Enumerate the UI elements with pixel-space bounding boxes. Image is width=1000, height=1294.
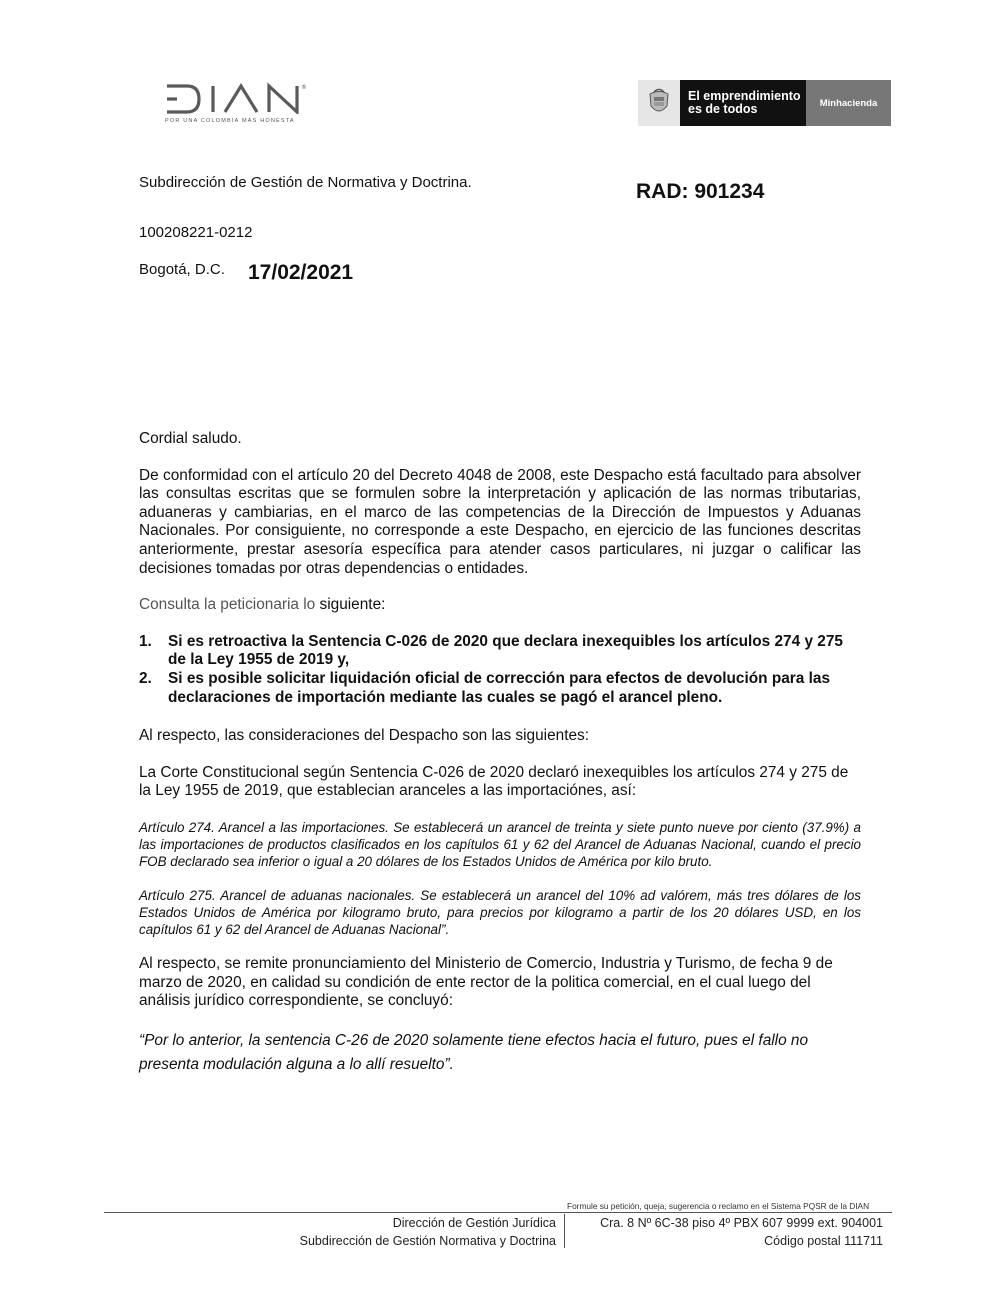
list-item-text: Si es posible solicitar liquidación oficial de corrección para efectos de devolución para las declaraciones de importación mediante las cuales se pagó el arancel pleno. [168, 669, 831, 706]
pqsr-notice: Formule su petición, queja, sugerencia o reclamo en el Sistema PQSR de la DIAN [567, 1201, 870, 1211]
rad-number: RAD: 901234 [636, 180, 765, 203]
reference-number: 100208221-0212 [139, 224, 253, 241]
footer-divider [104, 1212, 892, 1213]
article-274-quote: Artículo 274. Arancel a las importaciones. Se establecerá un arancel de treinta y siete punto nueve por ciento (37.9%) a las importaciones de productos clasificados en los capítulos 61 y 62 del Arancel de Aduanas Nacional, cuando el precio FOB declarado sea inferior o igual a 20 dólares de los Estados Unidos de América por kilo bruto. [139, 819, 861, 869]
ministry-label: Minhacienda [806, 80, 891, 126]
consulta-prefix: Consulta la peticionaria lo [139, 596, 316, 614]
document-date: 17/02/2021 [248, 261, 354, 284]
corte-paragraph: La Corte Constitucional según Sentencia C-026 de 2020 declaró inexequibles los artículos 274 y 275 de la Ley 1955 de 2019, que establecian aranceles a las importaciónes, así: [139, 763, 849, 800]
svg-text:®: ® [301, 84, 307, 91]
intro-paragraph: De conformidad con el artículo 20 del Decreto 4048 de 2008, este Despacho está facultado para absolver las consultas escritas que se formulen sobre la interpretación y aplicación de las normas tributarias, aduaneras y cambiarias, en el marco de las competencias de la Dirección de Impuestos y Aduanas Nacionales. Por consiguiente, no corresponde a este Despacho, en ejercicio de las funciones descritas anteriormente, prestar asesoría específica para atender casos particulares, ni juzgar o calificar las decisiones tomadas por otras dependencias o entidades. [139, 466, 861, 577]
consideraciones-line: Al respecto, las consideraciones del Despacho son las siguientes: [139, 727, 590, 745]
city: Bogotá, D.C. [139, 261, 225, 278]
list-item [139, 670, 861, 707]
consulta-suffix: siguiente: [315, 596, 386, 614]
footer-subdirection: Subdirección de Gestión Normativa y Doctrina [299, 1233, 556, 1248]
footer-left [250, 1215, 556, 1250]
gov-slogan [680, 80, 806, 126]
questions-list [139, 633, 861, 707]
dian-logo [163, 78, 328, 130]
footer-postal-code: Código postal 111711 [764, 1233, 883, 1248]
footer-direction: Dirección de Gestión Jurídica [392, 1216, 556, 1230]
article-275-quote: Artículo 275. Arancel de aduanas nacionales. Se establecerá un arancel del 10% ad valórem, más tres dólares de los Estados Unidos de América por kilogramo bruto, para precios por kilogramo a partir de los 20 dólares USD, en los capítulos 61 y 62 del Arancel de Aduanas Nacional”. [139, 887, 861, 937]
list-item-number: 2. [139, 669, 152, 687]
subdirection-heading: Subdirección de Gestión de Normativa y Doctrina. [139, 174, 472, 191]
list-item-number: 1. [139, 632, 152, 650]
footer-vertical-divider [564, 1214, 565, 1248]
greeting: Cordial saludo. [139, 430, 242, 447]
mincomercio-paragraph: Al respecto, se remite pronunciamiento del Ministerio de Comercio, Industria y Turismo, de fecha 9 de marzo de 2020, en calidad su condición de ente rector de la politica comercial, en el cual luego del análisis jurídico correspondiente, se concluyó: [139, 954, 833, 1010]
footer-right [580, 1215, 883, 1250]
consulta-line [139, 596, 861, 615]
list-item [139, 633, 861, 670]
conclusion-quote: “Por lo anterior, la sentencia C-26 de 2020 solamente tiene efectos hacia el futuro, pues el fallo no presenta modulación alguna a lo allí resuelto”. [139, 1031, 809, 1073]
colombia-crest-icon [638, 80, 680, 126]
gov-slogan-line2: es de todos [688, 102, 758, 116]
dian-tagline: POR UNA COLOMBIA MÁS HONESTA [165, 118, 295, 124]
gov-slogan-line1: El emprendimiento [688, 89, 801, 103]
list-item-text: Si es retroactiva la Sentencia C-026 de 2020 que declara inexequibles los artículos 274 y 275 de la Ley 1955 de 2019 y, [168, 632, 843, 669]
footer-address: Cra. 8 Nº 6C-38 piso 4º PBX 607 9999 ext. 904001 [600, 1216, 883, 1230]
letter-body [139, 430, 861, 1077]
government-banner [638, 80, 891, 126]
dian-wordmark [163, 78, 323, 114]
